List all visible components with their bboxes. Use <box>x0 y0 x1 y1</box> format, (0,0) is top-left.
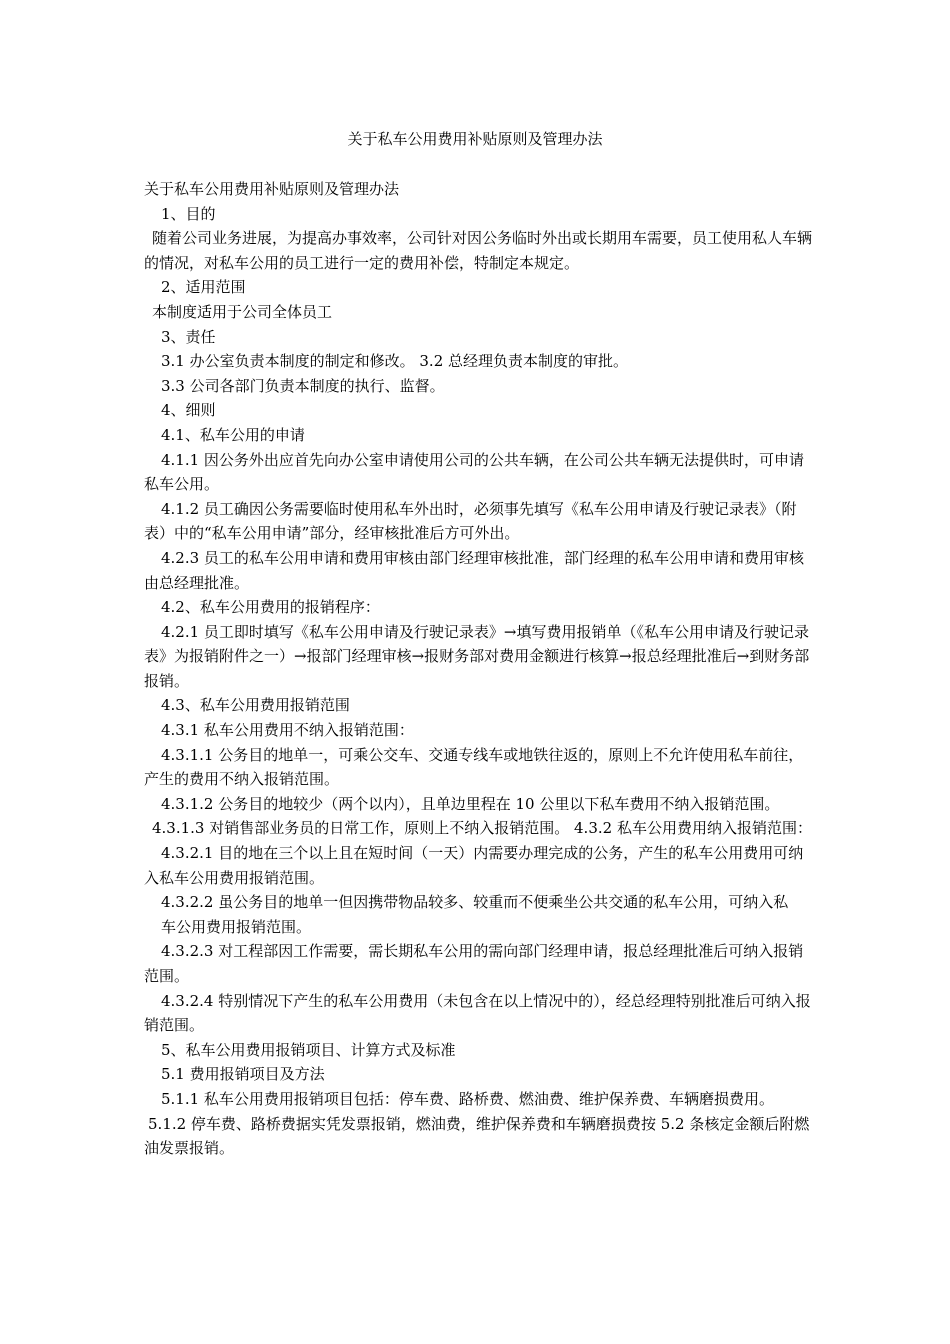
paragraph: 4.1.1 因公务外出应首先向办公室申请使用公司的公共车辆，在公司公共车辆无法提供时，可申请私车公用。 <box>144 450 804 494</box>
paragraph: 4.3.1.2 公务目的地较少（两个以内），且单边里程在 10 公里以下私车费用不纳入报销范围。 <box>161 794 780 813</box>
paragraph: 随着公司业务进展，为提高办事效率，公司针对因公务临时外出或长期用车需要，员工使用私人车辆的情况，对私车公用的员工进行一定的费用补偿，特制定本规定。 <box>144 229 813 272</box>
paragraph: 本制度适用于公司全体员工 <box>152 302 333 321</box>
paragraph: 3.3 公司各部门负责本制度的执行、监督。 <box>161 376 445 395</box>
paragraph: 1、目的 <box>161 204 216 223</box>
paragraph: 5.1.2 停车费、路桥费据实凭发票报销，燃油费，维护保养费和车辆磨损费按 5.2 条核定金额后附燃油发票报销。 <box>144 1114 810 1158</box>
paragraph: 4.3.1 私车公用费用不纳入报销范围： <box>161 721 414 740</box>
paragraph: 2、适用范围 <box>161 278 246 297</box>
paragraph: 4.3.2.1 目的地在三个以上且在短时间（一天）内需要办理完成的公务，产生的私车公用费用可纳入私车公用费用报销范围。 <box>144 844 804 887</box>
paragraph: 4.3.2.3 对工程部因工作需要，需长期私车公用的需向部门经理申请，报总经理批准后可纳入报销范围。 <box>144 942 804 985</box>
paragraph: 4.1、私车公用的申请 <box>161 425 305 444</box>
paragraph: 4.2、私车公用费用的报销程序： <box>161 598 380 617</box>
paragraph: 4.3.1.1 公务目的地单一，可乘公交车、交通专线车或地铁往返的，原则上不允许使用私车前往，产生的费用不纳入报销范围。 <box>144 745 804 789</box>
paragraph: 4.3.2.2 虽公务目的地单一但因携带物品较多、较重而不便乘坐公共交通的私车公用，可纳入私 <box>161 893 789 912</box>
paragraph: 5.1.1 私车公用费用报销项目包括：停车费、路桥费、燃油费、维护保养费、车辆磨损费用。 <box>161 1089 774 1108</box>
paragraph: 3、责任 <box>161 327 216 346</box>
document-body <box>144 177 812 1161</box>
paragraph: 4.2.1 员工即时填写《私车公用申请及行驶记录表》→填写费用报销单（《私车公用申请及行驶记录表》为报销附件之一）→报部门经理审核→报财务部对费用金额进行核算→报总经理批准后→到财务部报销。 <box>144 622 810 690</box>
paragraph: 5、私车公用费用报销项目、计算方式及标准 <box>161 1040 456 1059</box>
page-title: 关于私车公用费用补贴原则及管理办法 <box>347 130 603 148</box>
paragraph: 4.3.2.4 特别情况下产生的私车公用费用（未包含在以上情况中的），经总经理特别批准后可纳入报销范围。 <box>144 991 811 1035</box>
paragraph: 4.1.2 员工确因公务需要临时使用私车外出时，必须事先填写《私车公用申请及行驶记录表》（附表）中的“私车公用申请”部分，经审核批准后方可外出。 <box>144 499 797 543</box>
paragraph: 3.1 办公室负责本制度的制定和修改。 3.2 总经理负责本制度的审批。 <box>161 352 629 371</box>
paragraph: 4.2.3 员工的私车公用申请和费用审核由部门经理审核批准，部门经理的私车公用申请和费用审核由总经理批准。 <box>144 548 804 592</box>
paragraph: 5.1 费用报销项目及方法 <box>161 1065 325 1084</box>
paragraph: 4、细则 <box>161 401 216 420</box>
paragraph: 4.3、私车公用费用报销范围 <box>161 696 350 715</box>
paragraph: 4.3.1.3 对销售部业务员的日常工作，原则上不纳入报销范围。 4.3.2 私车公用费用纳入报销范围： <box>152 819 812 838</box>
paragraph: 关于私车公用费用补贴原则及管理办法 <box>144 180 400 198</box>
paragraph: 车公用费用报销范围。 <box>161 917 312 936</box>
